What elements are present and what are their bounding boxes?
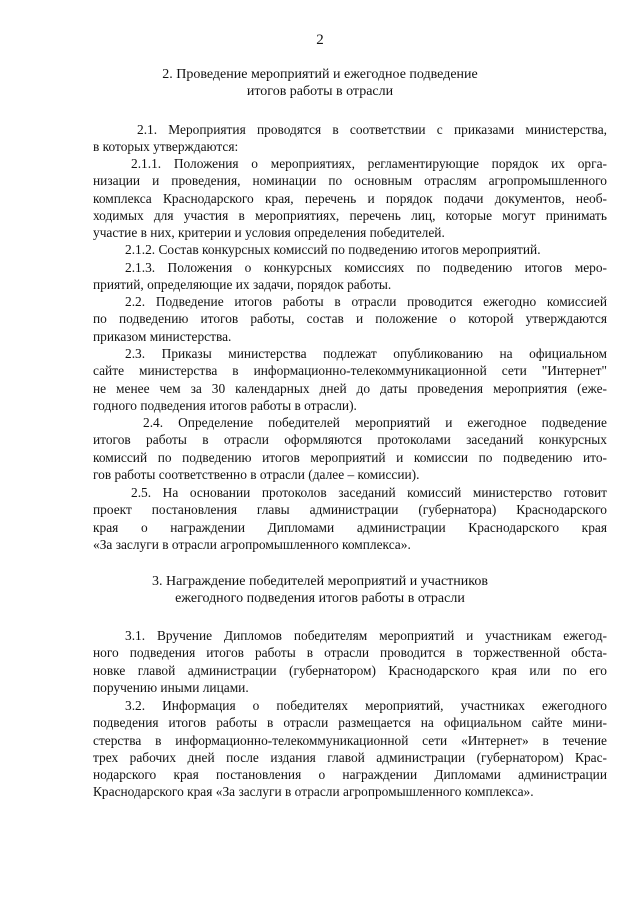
text-line: участие в них, критерии и условия определения победителей. xyxy=(93,225,445,241)
text-line: низации и проведения, номинации по основным отраслям агропромышленного xyxy=(93,173,607,189)
text-line: годного подведения итогов работы в отрасли). xyxy=(93,397,357,413)
text-line: комиссий по подведению итогов мероприятий и комиссии по подведению ито- xyxy=(93,449,607,465)
paragraph-2-1-1 xyxy=(93,155,607,241)
text-line: поручению иными лицами. xyxy=(93,679,249,695)
text-line: ного подведения итогов работы в отрасли проводится в торжественной обста- xyxy=(93,645,607,661)
paragraph-2-1 xyxy=(93,121,607,156)
heading-line: итогов работы в отрасли xyxy=(246,84,394,99)
text-line: комплекса Краснодарского края, перечень и порядок подачи документов, необ- xyxy=(93,190,607,206)
paragraph-2-1-2 xyxy=(93,241,607,258)
paragraph-2-4 xyxy=(93,414,607,483)
text-line: итогов работы в отрасли оформляются протоколами заседаний конкурсных xyxy=(93,432,607,448)
text-line: 2.1.1. Положения о мероприятиях, регламентирующие порядок их орга- xyxy=(131,156,607,171)
paragraph-2-5 xyxy=(93,484,607,553)
text-line: 2.1.2. Состав конкурсных комиссий по подведению итогов мероприятий. xyxy=(125,242,541,257)
text-line: 2.1.3. Положения о конкурсных комиссиях по подведению итогов меро- xyxy=(125,260,607,275)
text-line: проект постановления главы администрации (губернатора) Краснодарского xyxy=(93,502,607,518)
text-line: 3.1. Вручение Дипломов победителям мероприятий и участникам ежегод- xyxy=(125,628,607,643)
heading-line: ежегодного подведения итогов работы в отрасли xyxy=(175,591,465,606)
text-line: приказом министерства. xyxy=(93,328,232,344)
text-line: в которых утверждаются: xyxy=(93,139,239,155)
text-line: трех рабочих дней после издания главой администрации (губернатором) Крас- xyxy=(93,749,607,765)
heading-line: 3. Награждение победителей мероприятий и участников xyxy=(152,574,488,589)
text-line: Краснодарского края «За заслуги в отрасли агропромышленного комплекса». xyxy=(93,784,534,800)
text-line: по подведению итогов работы, состав и положение о которой утверждаются xyxy=(93,311,607,327)
text-line: приятий, определяющие их задачи, порядок работы. xyxy=(93,277,392,293)
page-number: 2 xyxy=(316,32,324,48)
section-2-heading xyxy=(0,66,640,100)
paragraph-3-1 xyxy=(93,627,607,696)
text-line: ходимых для участия в мероприятиях, перечень лиц, которые могут принимать xyxy=(93,207,607,223)
text-line: подведения итогов работы в отрасли размещается на официальном сайте мини- xyxy=(93,715,607,731)
text-line: «За заслуги в отрасли агропромышленного комплекса». xyxy=(93,536,411,552)
text-line: стерства в информационно-телекоммуникационной сети «Интернет» в течение xyxy=(93,732,607,748)
text-line: 2.1. Мероприятия проводятся в соответствии с приказами министерства, xyxy=(137,122,607,137)
paragraph-2-2 xyxy=(93,293,607,345)
text-line: нодарского края постановления о награждении Дипломами администрации xyxy=(93,767,607,783)
paragraph-3-2 xyxy=(93,697,607,801)
text-line: не менее чем за 30 календарных дней до даты проведения мероприятия (еже- xyxy=(93,380,607,396)
text-line: гов работы соответственно в отрасли (далее – комиссии). xyxy=(93,466,420,482)
text-line: сайте министерства в информационно-телекоммуникационной сети "Интернет" xyxy=(93,363,607,379)
text-line: 2.2. Подведение итогов работы в отрасли проводится ежегодно комиссией xyxy=(125,294,607,309)
heading-line: 2. Проведение мероприятий и ежегодное подведение xyxy=(162,67,478,82)
section-3-heading xyxy=(0,573,640,607)
text-line: 2.3. Приказы министерства подлежат опубликованию на официальном xyxy=(125,346,607,361)
text-line: 3.2. Информация о победителях мероприятий, участниках ежегодного xyxy=(125,698,607,713)
paragraph-2-1-3 xyxy=(93,259,607,294)
text-line: 2.5. На основании протоколов заседаний комиссий министерство готовит xyxy=(131,485,607,500)
paragraph-2-3 xyxy=(93,345,607,414)
text-line: 2.4. Определение победителей мероприятий и ежегодное подведение xyxy=(143,415,607,430)
text-line: края о награждении Дипломами администрации Краснодарского края xyxy=(93,519,607,535)
text-line: новке главой администрации (губернатором) Краснодарского края или по его xyxy=(93,662,607,678)
